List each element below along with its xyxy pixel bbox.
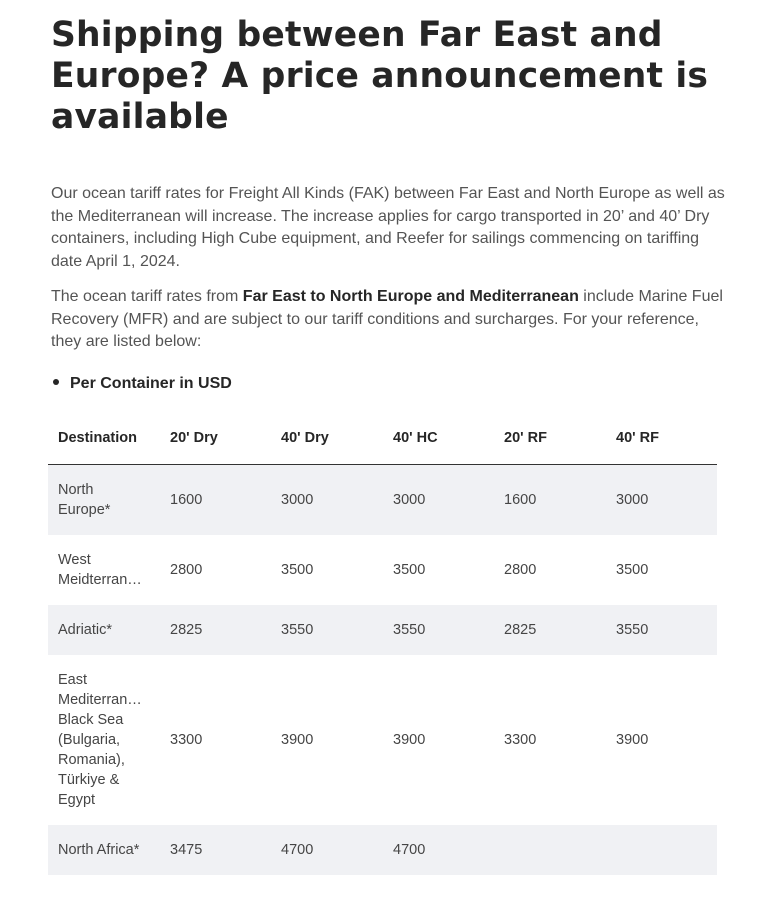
destination-cell	[48, 605, 160, 655]
article-title: Shipping between Far East and Europe? A price announcement is available	[51, 15, 709, 137]
destination-line: Mediterran…	[58, 691, 142, 708]
intro-paragraph: Our ocean tariff rates for Freight All Kinds (FAK) between Far East and North Europe as well as the Mediterranean will increase. The increase applies for cargo transported in 20’ and 40’ Dry containers, including High Cube equipment, and Reefer for sailings commencing on tariffing date April 1, 2024.	[51, 185, 725, 270]
table-row	[48, 605, 717, 655]
bullet-label: Per Container in USD	[70, 375, 232, 392]
rate-cell: 3550	[606, 605, 717, 655]
table-row	[48, 655, 717, 825]
destination-line: Europe*	[58, 501, 111, 518]
destination-line: West	[58, 551, 91, 568]
table-row	[48, 535, 717, 605]
rate-cell	[606, 825, 717, 875]
table-header-row	[48, 412, 717, 465]
rates-paragraph	[51, 286, 731, 354]
destination-line: Türkiye &	[58, 771, 120, 788]
rates-paragraph-text-end: include Marine Fuel Recovery (MFR) and are subject to our tariff conditions and surcharges. For your reference, they are listed below:	[51, 288, 723, 350]
header-20-rf: 20' RF	[494, 412, 606, 465]
rate-cell: 3550	[383, 605, 494, 655]
header-20-dry: 20' Dry	[160, 412, 271, 465]
rate-cell: 3900	[393, 731, 426, 748]
rate-cell: 4700	[271, 825, 383, 875]
header-destination: Destination	[48, 412, 160, 465]
rate-cell: 2825	[494, 605, 606, 655]
rate-cell: 2800	[504, 561, 537, 578]
rate-cell: 3000	[271, 465, 383, 535]
rate-cell: 3500	[616, 561, 649, 578]
header-40-hc: 40' HC	[383, 412, 494, 465]
rate-cell: 1600	[160, 465, 271, 535]
bullet-item	[51, 373, 232, 395]
rate-cell: 3300	[504, 731, 537, 748]
rate-cell: 3550	[271, 605, 383, 655]
header-40-rf: 40' RF	[606, 412, 717, 465]
destination-line: East	[58, 671, 88, 688]
rate-cell: 4700	[383, 825, 494, 875]
header-40-dry: 40' Dry	[271, 412, 383, 465]
destination-cell	[48, 825, 160, 875]
rate-cell: 3900	[616, 731, 649, 748]
tariff-table	[48, 412, 717, 875]
rate-cell: 3500	[281, 561, 314, 578]
rate-cell: 3500	[393, 561, 426, 578]
destination-line: Meidterran…	[58, 571, 142, 588]
rate-cell	[494, 825, 606, 875]
rate-cell: 2800	[170, 561, 203, 578]
destination-line: North Africa*	[58, 841, 140, 858]
destination-line: North	[58, 481, 94, 498]
table-row	[48, 825, 717, 875]
rates-paragraph-route: Far East to North Europe and Mediterranean	[242, 288, 579, 305]
rate-cell: 2825	[160, 605, 271, 655]
rate-cell: 3000	[383, 465, 494, 535]
rate-cell: 3300	[170, 731, 203, 748]
destination-cell	[48, 655, 160, 825]
destination-line: Egypt	[58, 791, 96, 808]
tariff-table-body	[48, 465, 717, 875]
rate-cell: 1600	[494, 465, 606, 535]
rate-cell: 3000	[606, 465, 717, 535]
destination-line: Romania),	[58, 751, 125, 768]
bullet-dot-icon	[53, 379, 59, 385]
rates-paragraph-text-start: The ocean tariff rates from	[51, 288, 243, 305]
destination-cell	[48, 535, 160, 605]
destination-line: (Bulgaria,	[58, 731, 121, 748]
destination-line: Black Sea	[58, 711, 124, 728]
destination-cell	[48, 465, 160, 535]
rate-cell: 3900	[281, 731, 314, 748]
destination-line: Adriatic*	[58, 621, 112, 638]
rate-cell: 3475	[160, 825, 271, 875]
table-row	[48, 465, 717, 535]
